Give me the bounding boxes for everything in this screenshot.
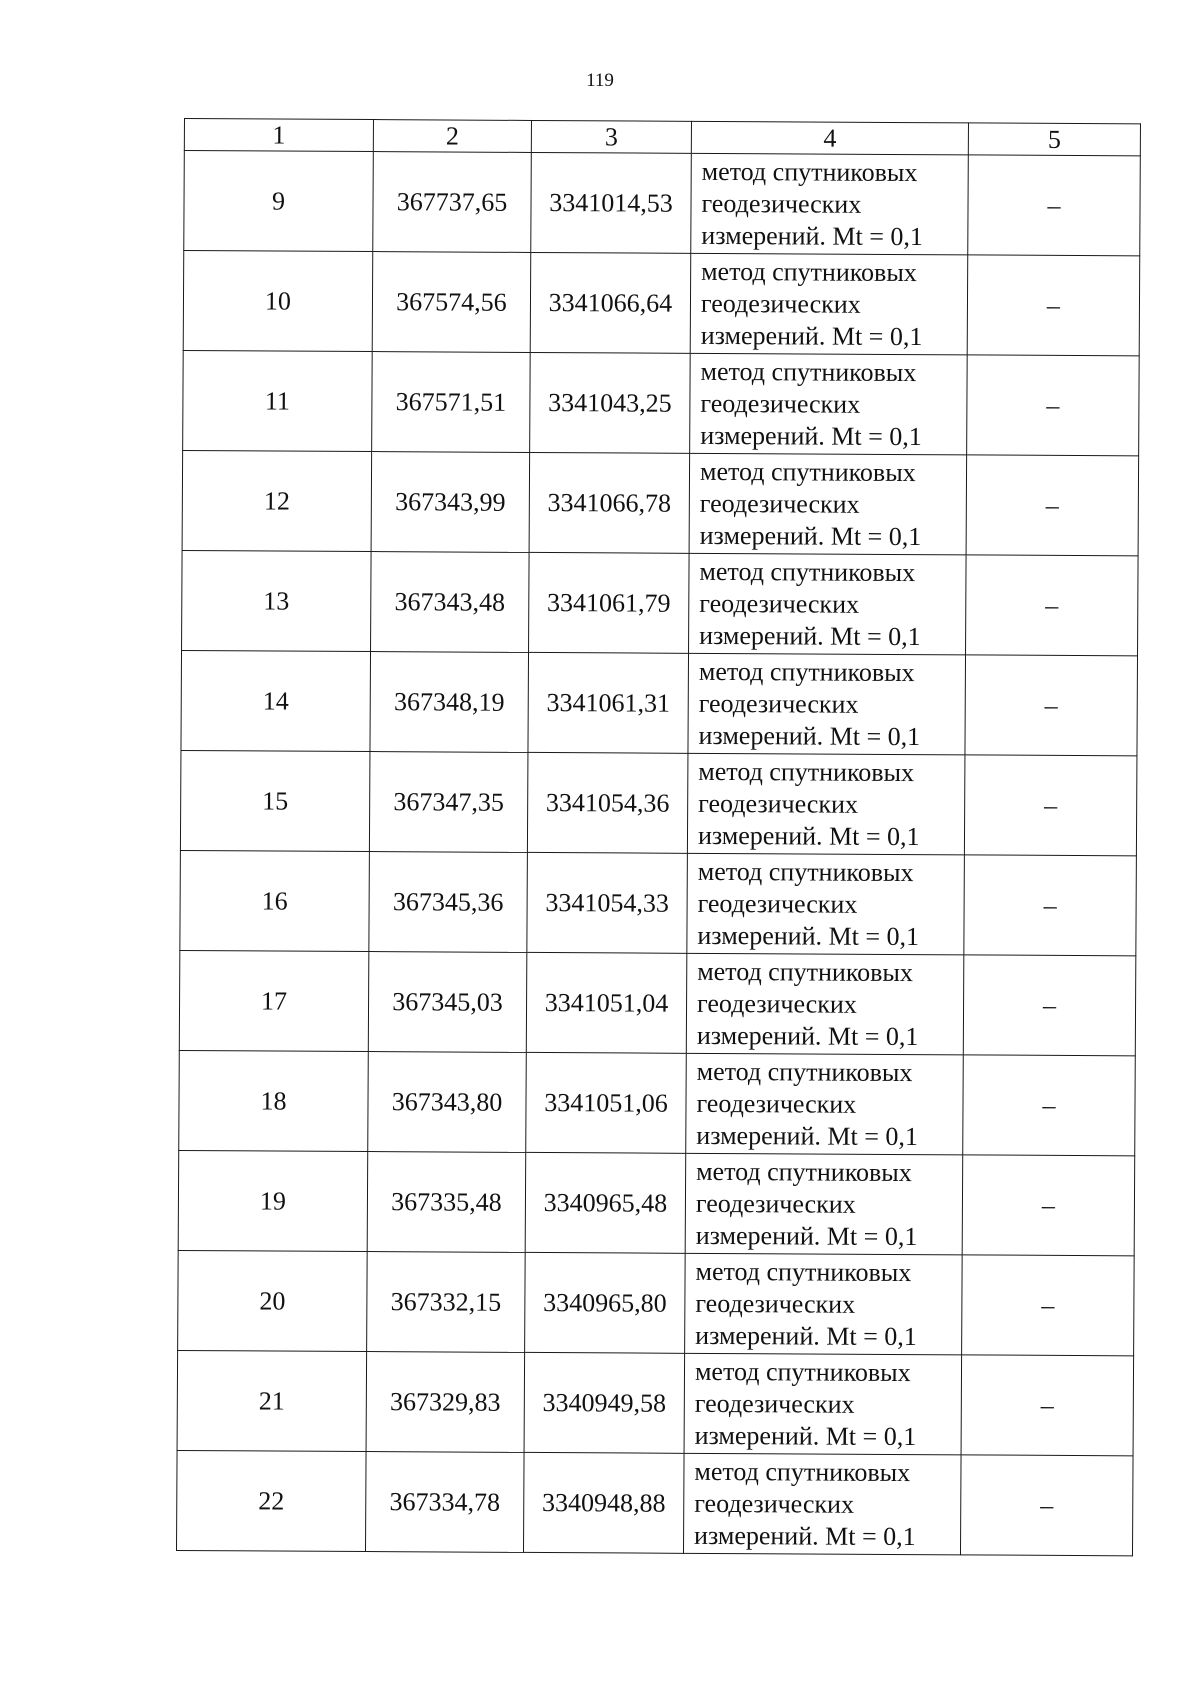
method-cell	[684, 1353, 962, 1455]
coordinates-table-wrapper	[176, 118, 1141, 1556]
point-number-cell: 14	[181, 650, 371, 751]
y-coordinate-cell: 3340965,80	[525, 1252, 686, 1353]
table-body	[176, 151, 1140, 1556]
method-line: измерений. Mt = 0,1	[697, 920, 920, 951]
y-coordinate-cell: 3341061,79	[529, 552, 690, 653]
point-number-cell: 21	[177, 1350, 367, 1451]
note-cell: –	[961, 1355, 1134, 1456]
method-line: метод спутниковых	[700, 356, 917, 387]
note-cell: –	[964, 755, 1137, 856]
header-col-3: 3	[531, 120, 691, 153]
method-cell	[683, 1453, 961, 1555]
x-coordinate-cell: 367329,83	[366, 1352, 525, 1453]
method-line: геодезических	[699, 588, 860, 619]
table-header	[184, 119, 1140, 156]
method-line: измерений. Mt = 0,1	[698, 720, 921, 751]
table-row	[179, 950, 1136, 1055]
method-line: измерений. Mt = 0,1	[694, 1520, 916, 1551]
method-line: метод спутниковых	[699, 456, 916, 487]
note-cell: –	[964, 855, 1137, 956]
method-cell	[685, 1253, 963, 1355]
method-line: метод спутниковых	[696, 1156, 912, 1187]
x-coordinate-cell: 367343,99	[371, 452, 530, 553]
method-line: метод спутниковых	[701, 156, 918, 187]
point-number-cell: 18	[179, 1050, 369, 1151]
method-cell	[686, 1053, 964, 1155]
point-number-cell: 17	[179, 950, 369, 1051]
y-coordinate-cell: 3341014,53	[531, 152, 692, 253]
method-line: геодезических	[694, 1488, 855, 1519]
x-coordinate-cell: 367343,48	[371, 552, 530, 653]
y-coordinate-cell: 3341066,78	[529, 452, 690, 553]
x-coordinate-cell: 367347,35	[369, 752, 528, 853]
method-line: геодезических	[701, 188, 862, 219]
method-line: измерений. Mt = 0,1	[697, 820, 920, 851]
header-row	[184, 119, 1140, 156]
x-coordinate-cell: 367343,80	[368, 1052, 527, 1153]
table-row	[181, 650, 1138, 755]
method-line: геодезических	[695, 1288, 856, 1319]
page-number: 119	[586, 70, 614, 91]
y-coordinate-cell: 3340948,88	[523, 1452, 684, 1553]
method-line: измерений. Mt = 0,1	[696, 1120, 919, 1151]
y-coordinate-cell: 3341043,25	[530, 352, 691, 453]
method-line: метод спутниковых	[694, 1356, 911, 1387]
table-row	[183, 251, 1140, 356]
method-line: измерений. Mt = 0,1	[700, 320, 923, 351]
note-cell: –	[963, 955, 1136, 1056]
point-number-cell: 15	[180, 750, 370, 851]
table-row	[177, 1350, 1134, 1455]
method-line: измерений. Mt = 0,1	[700, 420, 922, 451]
method-line: геодезических	[698, 688, 859, 719]
method-cell	[688, 653, 966, 755]
method-line: геодезических	[695, 1188, 856, 1219]
method-line: метод спутниковых	[694, 1456, 911, 1487]
point-number-cell: 19	[178, 1150, 368, 1251]
method-cell	[686, 953, 964, 1055]
method-line: метод спутниковых	[701, 256, 917, 287]
table-row	[179, 1050, 1136, 1155]
method-line: метод спутниковых	[697, 956, 914, 987]
method-cell	[690, 253, 968, 355]
point-number-cell: 10	[183, 251, 373, 352]
y-coordinate-cell: 3340949,58	[524, 1352, 685, 1453]
table-row	[178, 1150, 1135, 1255]
y-coordinate-cell: 3341054,33	[527, 852, 688, 953]
x-coordinate-cell: 367335,48	[367, 1152, 526, 1253]
method-cell	[685, 1153, 963, 1255]
point-number-cell: 13	[182, 550, 372, 651]
table-row	[178, 1250, 1135, 1355]
method-line: измерений. Mt = 0,1	[701, 220, 924, 251]
y-coordinate-cell: 3341061,31	[528, 652, 689, 753]
note-cell: –	[966, 455, 1139, 556]
coordinates-table	[176, 118, 1141, 1556]
y-coordinate-cell: 3341051,06	[526, 1052, 687, 1153]
table-row	[180, 750, 1137, 855]
method-line: геодезических	[696, 988, 857, 1019]
method-line: метод спутниковых	[695, 1256, 912, 1287]
note-cell: –	[960, 1455, 1133, 1556]
x-coordinate-cell: 367348,19	[370, 652, 529, 753]
x-coordinate-cell: 367334,78	[365, 1452, 524, 1553]
method-line: измерений. Mt = 0,1	[695, 1320, 917, 1351]
method-line: геодезических	[697, 888, 858, 919]
method-line: геодезических	[700, 288, 861, 319]
method-cell	[687, 853, 965, 955]
method-line: метод спутниковых	[696, 1056, 913, 1087]
y-coordinate-cell: 3340965,48	[525, 1152, 686, 1253]
table-row	[183, 350, 1140, 455]
note-cell: –	[966, 555, 1139, 656]
note-cell: –	[963, 1055, 1136, 1156]
x-coordinate-cell: 367737,65	[373, 152, 532, 253]
y-coordinate-cell: 3341066,64	[530, 252, 691, 353]
method-line: метод спутниковых	[698, 756, 915, 787]
method-line: метод спутниковых	[697, 856, 914, 887]
note-cell: –	[962, 1155, 1135, 1256]
method-line: геодезических	[700, 388, 861, 419]
x-coordinate-cell: 367345,03	[368, 952, 527, 1053]
x-coordinate-cell: 367574,56	[372, 252, 531, 353]
header-col-2: 2	[373, 120, 531, 153]
method-cell	[690, 353, 968, 455]
note-cell: –	[965, 655, 1138, 756]
x-coordinate-cell: 367571,51	[372, 352, 531, 453]
method-cell	[691, 153, 969, 255]
method-line: измерений. Mt = 0,1	[696, 1020, 919, 1051]
point-number-cell: 12	[182, 450, 372, 551]
table-row	[182, 450, 1139, 555]
note-cell: –	[967, 355, 1140, 456]
table-row	[176, 1450, 1133, 1555]
y-coordinate-cell: 3341051,04	[526, 952, 687, 1053]
method-line: метод спутниковых	[699, 556, 916, 587]
method-cell	[689, 453, 967, 555]
x-coordinate-cell: 367332,15	[367, 1252, 526, 1353]
note-cell: –	[962, 1255, 1135, 1356]
method-line: геодезических	[696, 1088, 857, 1119]
header-col-1: 1	[184, 119, 373, 152]
point-number-cell: 22	[176, 1450, 366, 1551]
method-line: измерений. Mt = 0,1	[699, 620, 921, 651]
note-cell: –	[968, 155, 1141, 256]
x-coordinate-cell: 367345,36	[369, 852, 528, 953]
table-row	[182, 550, 1139, 655]
method-line: геодезических	[699, 488, 860, 519]
point-number-cell: 11	[183, 350, 373, 451]
table-row	[184, 151, 1141, 256]
method-cell	[687, 753, 965, 855]
method-line: измерений. Mt = 0,1	[694, 1420, 917, 1451]
point-number-cell: 9	[184, 151, 374, 252]
header-col-5: 5	[968, 123, 1140, 156]
method-line: геодезических	[698, 788, 858, 819]
point-number-cell: 20	[178, 1250, 368, 1351]
point-number-cell: 16	[180, 850, 370, 951]
method-cell	[689, 553, 967, 655]
header-col-4: 4	[691, 121, 968, 155]
y-coordinate-cell: 3341054,36	[527, 752, 688, 853]
table-row	[180, 850, 1137, 955]
note-cell: –	[967, 255, 1140, 356]
method-line: измерений. Mt = 0,1	[695, 1220, 918, 1251]
method-line: измерений. Mt = 0,1	[699, 520, 922, 551]
method-line: геодезических	[694, 1388, 855, 1419]
method-line: метод спутниковых	[698, 656, 915, 687]
